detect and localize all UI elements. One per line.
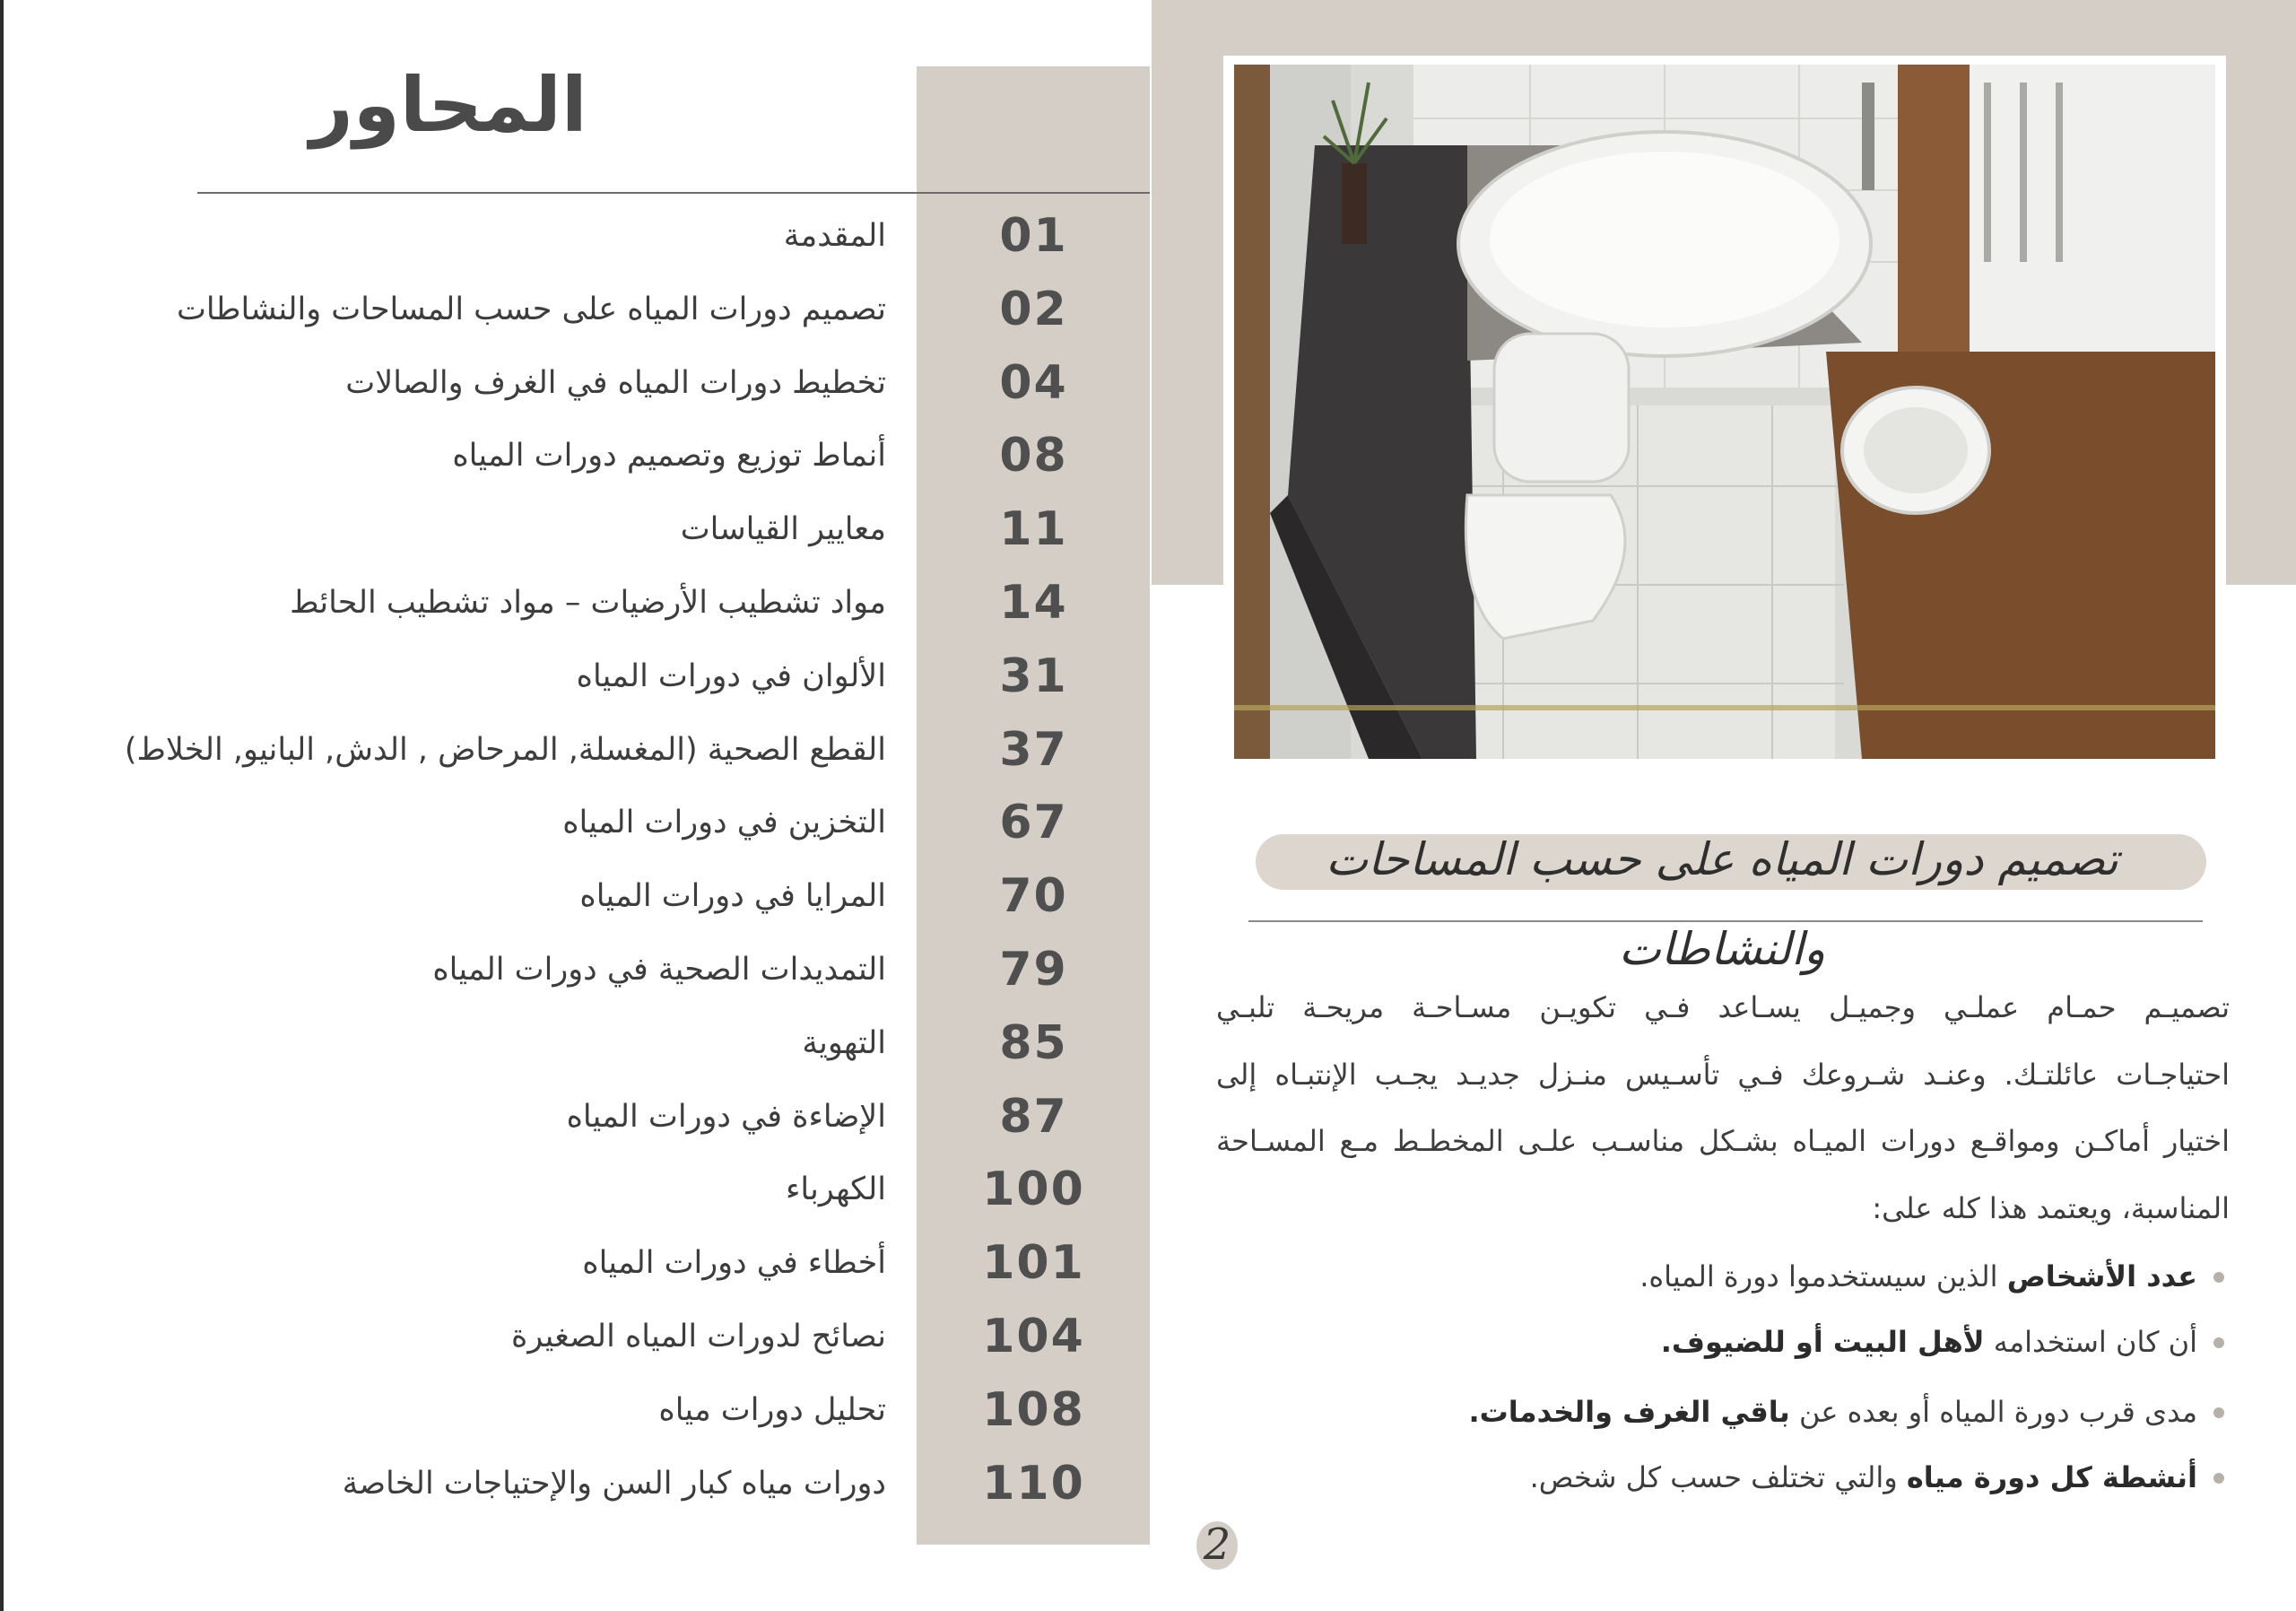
bullet-dot xyxy=(2213,1337,2224,1348)
toc-title-divider xyxy=(197,192,1150,194)
toc-row xyxy=(0,786,1150,859)
toc-label: الإضاءة في دورات المياه xyxy=(566,1099,886,1135)
toc-row xyxy=(0,1226,1150,1300)
bathroom-photo xyxy=(1234,65,2215,759)
toc-row xyxy=(0,1006,1150,1080)
bullet-text: والتي تختلف حسب كل شخص. xyxy=(1529,1460,1907,1494)
toc-label: التخزين في دورات المياه xyxy=(562,805,886,840)
toc-row xyxy=(0,859,1150,933)
toc-label: الألوان في دورات المياه xyxy=(576,658,886,694)
toc-page-number: 70 xyxy=(999,869,1068,923)
heading-divider xyxy=(1248,920,2203,922)
intro-line-3: اختيار أماكـن ومواقـع دورات الميـاه بشـكل مناسـب علـى المخطـط مـع المسـاحة xyxy=(1216,1124,2230,1158)
toc-row xyxy=(0,1300,1150,1373)
toc-label: المرايا في دورات المياه xyxy=(579,878,886,914)
toc-page-number: 37 xyxy=(999,723,1068,777)
bullet-text: مدى قرب دورة المياه أو بعده عن xyxy=(1789,1395,2197,1429)
toc-row xyxy=(0,199,1150,273)
toc-page-number: 14 xyxy=(999,576,1068,630)
intro-line-1: تصميـم حمـام عملـي وجميـل يسـاعد فـي تكويـن مسـاحـة مريحـة تلبـي xyxy=(1216,990,2230,1024)
toc-page-number: 67 xyxy=(999,796,1068,849)
toc-label: تحليل دورات مياه xyxy=(658,1392,886,1428)
toc-page-number: 01 xyxy=(999,209,1068,263)
toc-row xyxy=(0,566,1150,640)
toc-label: مواد تشطيب الأرضيات – مواد تشطيب الحائط xyxy=(290,585,886,621)
bullet-item xyxy=(1256,1311,2224,1373)
bullet-dot xyxy=(2213,1407,2224,1418)
toc-row xyxy=(0,1447,1150,1520)
bullet-item xyxy=(1256,1245,2224,1308)
bullet-text: الذين سيستخدموا دورة المياه. xyxy=(1639,1259,2007,1293)
toc-label: معايير القياسات xyxy=(680,511,886,547)
toc-label: الكهرباء xyxy=(785,1171,886,1207)
toc-page-number: 02 xyxy=(999,283,1068,336)
toc-label: تخطيط دورات المياه في الغرف والصالات xyxy=(345,365,886,401)
toc-page-number: 100 xyxy=(982,1163,1085,1216)
toc-page-number: 104 xyxy=(982,1310,1085,1363)
toc-label: القطع الصحية (المغسلة, المرحاض , الدش, البانيو, الخلاط) xyxy=(124,732,886,768)
toc-row xyxy=(0,346,1150,420)
toc-row xyxy=(0,492,1150,566)
toc-page-number: 08 xyxy=(999,429,1068,483)
toc-page-number: 87 xyxy=(999,1090,1068,1144)
toc-page-number: 108 xyxy=(982,1383,1085,1437)
toc-label: التمديدات الصحية في دورات المياه xyxy=(432,952,886,988)
toc-page-number: 85 xyxy=(999,1016,1068,1070)
bullet-bold: أنشطة كل دورة مياه xyxy=(1906,1460,2197,1494)
bullet-bold: باقي الغرف والخدمات. xyxy=(1468,1395,1790,1429)
bullet-bold: عدد الأشخاص xyxy=(2006,1259,2197,1293)
bullet-item xyxy=(1256,1380,2224,1443)
toc-label: دورات مياه كبار السن والإحتياجات الخاصة xyxy=(342,1466,886,1502)
bullet-dot xyxy=(2213,1473,2224,1484)
toc-label: تصميم دورات المياه على حسب المساحات والنشاطات xyxy=(176,292,886,327)
intro-line-4: المناسبة، ويعتمد هذا كله على: xyxy=(1872,1191,2230,1225)
toc-title: المحاور xyxy=(309,61,587,149)
toc-row xyxy=(0,419,1150,492)
toc-row xyxy=(0,713,1150,787)
toc-page-number: 31 xyxy=(999,649,1068,703)
toc-row xyxy=(0,640,1150,713)
bullet-item xyxy=(1256,1446,2224,1509)
toc-page-number: 101 xyxy=(982,1236,1085,1290)
toc-label: أخطاء في دورات المياه xyxy=(582,1245,886,1281)
intro-line-2: احتياجـات عائلتـك. وعنـد شـروعك فـي تأسـيس منـزل جديـد يجـب الإنتبـاه إلى xyxy=(1216,1058,2230,1092)
toc-page-number: 11 xyxy=(999,502,1068,556)
bullet-dot xyxy=(2213,1272,2224,1283)
bullet-text: أن كان استخدامه xyxy=(1984,1325,2197,1359)
bullet-bold: لأهل البيت أو للضيوف. xyxy=(1660,1325,1985,1359)
toc-row xyxy=(0,1373,1150,1447)
toc-label: أنماط توزيع وتصميم دورات المياه xyxy=(452,438,886,474)
toc-row xyxy=(0,1080,1150,1154)
section-heading: تصميم دورات المياه على حسب المساحات والنشاطات xyxy=(1326,833,2118,975)
toc-label: المقدمة xyxy=(783,218,886,254)
toc-page-number: 04 xyxy=(999,356,1068,410)
toc-label: نصائح لدورات المياه الصغيرة xyxy=(510,1319,886,1354)
toc-label: التهوية xyxy=(802,1025,886,1061)
toc-row xyxy=(0,1153,1150,1226)
toc-row xyxy=(0,933,1150,1006)
toc-page-number: 110 xyxy=(982,1457,1085,1511)
toc-page-number: 79 xyxy=(999,943,1068,997)
page-number: 2 xyxy=(1203,1520,1231,1570)
toc-row xyxy=(0,273,1150,346)
